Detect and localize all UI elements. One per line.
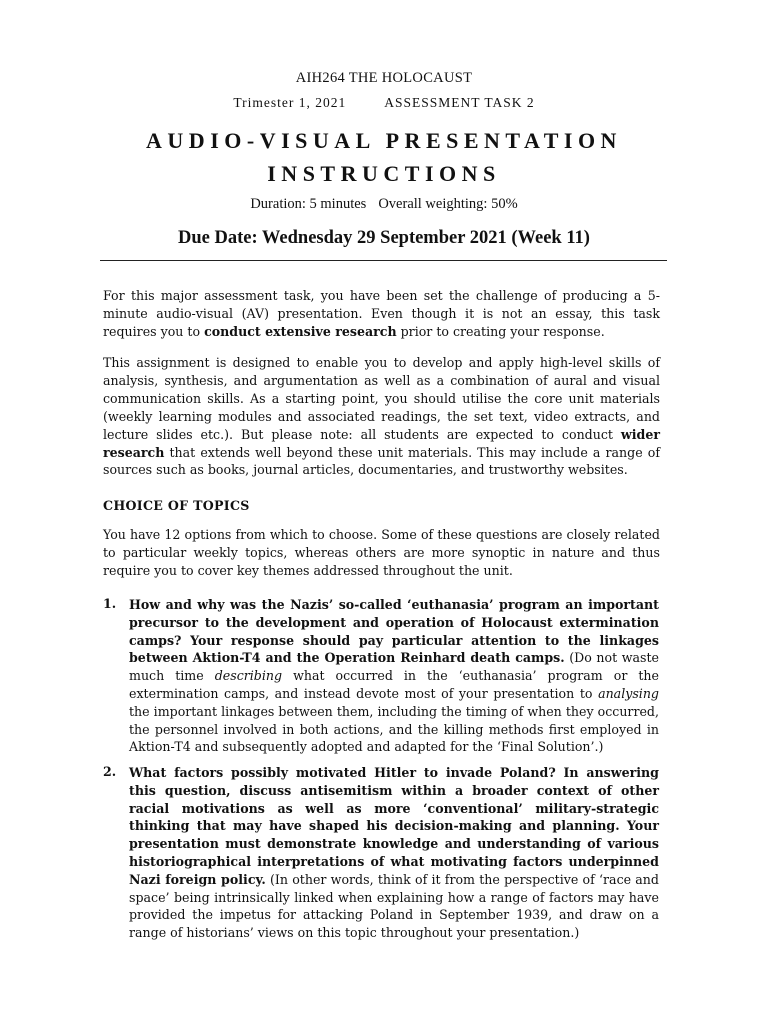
- intro-p1-text: For this major assessment task, you have been set the challenge of producing a 5-minute audio-visual (AV) presentation. Even though it is not an essay, this task requires you to: [103, 288, 660, 340]
- question-1-note-end: the important linkages between them, including the timing of when they occurred, the personnel involved in both actions, and the killing methods first employed in Aktion-T4 and subsequently adopted and adapted for the ‘Final Solution’.): [129, 703, 659, 755]
- intro-p1-bold: conduct extensive research: [204, 324, 397, 340]
- question-1-number: 1.: [103, 596, 117, 611]
- intro-p2-bold: wider research: [103, 426, 660, 460]
- intro-paragraph-1: [103, 287, 660, 342]
- intro-p1-text-end: prior to creating your response.: [396, 324, 605, 340]
- duration-line: [0, 196, 768, 213]
- question-2-number: 2.: [103, 764, 117, 779]
- duration-label: Duration: 5 minutes: [250, 196, 367, 212]
- trimester-label: Trimester 1, 2021: [233, 95, 347, 110]
- weighting-label: Overall weighting: 50%: [378, 196, 518, 212]
- question-1-prompt: How and why was the Nazis’ so-called ‘euthanasia’ program an important precursor to the development and operation of Holocaust extermination camps? Your response should pay particular attention to the linkages between Aktion-T4 and the Operation Reinhard death camps.: [129, 597, 659, 666]
- intro-p2-text: This assignment is designed to enable you to develop and apply high-level skills of analysis, synthesis, and argumentation as well as a combination of aural and visual communication skills. As a starting point, you should utilise the core unit materials (weekly learning modules and associated readings, the set text, video extracts, and lecture slides etc.). But please note: all students are expected to conduct: [103, 355, 660, 442]
- title-line-1: AUDIO-VISUAL PRESENTATION: [146, 128, 622, 153]
- question-1-emphasis-describing: describing: [214, 668, 283, 684]
- document-title: [0, 124, 768, 190]
- question-1-note: (Do not waste much time: [129, 650, 659, 684]
- term-line: [0, 95, 768, 111]
- question-1-emphasis-analysing: analysing: [598, 685, 659, 701]
- divider: [100, 260, 667, 261]
- topics-intro: You have 12 options from which to choose. Some of these questions are closely related to particular weekly topics, whereas others are more synoptic in nature and thus require you to cover key themes addressed throughout the unit.: [103, 527, 660, 579]
- question-2-prompt: What factors possibly motivated Hitler to invade Poland? In answering this question, discuss antisemitism within a broader context of other racial motivations as well as more ‘conventional’ military-strategic thinking that may have shaped his decision-making and planning. Your presentation must demonstrate knowledge and understanding of various historiographical interpretations of what motivating factors underpinned Nazi foreign policy.: [129, 765, 659, 887]
- assessment-task-label: ASSESSMENT TASK 2: [384, 95, 535, 110]
- question-2-note: (In other words, think of it from the perspective of ‘race and space’ being intrinsically linked when explaining how a range of factors may have provided the impetus for attacking Poland in September 1939, and draw on a range of historians’ views on this topic throughout your presentation.): [129, 871, 659, 941]
- question-1-note-cont: what occurred in the ‘euthanasia’ program or the extermination camps, and instead devote most of your presentation to: [129, 668, 659, 701]
- question-1: [129, 596, 659, 756]
- due-date: Due Date: Wednesday 29 September 2021 (Week 11): [178, 228, 590, 248]
- course-title: AIH264 THE HOLOCAUST: [295, 70, 473, 86]
- intro-p2-text-end: that extends well beyond these unit materials. This may include a range of sources such as books, journal articles, documentaries, and trustworthy websites.: [103, 444, 660, 478]
- topics-heading: CHOICE OF TOPICS: [103, 498, 250, 513]
- question-2: [129, 764, 659, 942]
- intro-paragraph-2: [103, 354, 660, 479]
- title-line-2: INSTRUCTIONS: [267, 161, 501, 186]
